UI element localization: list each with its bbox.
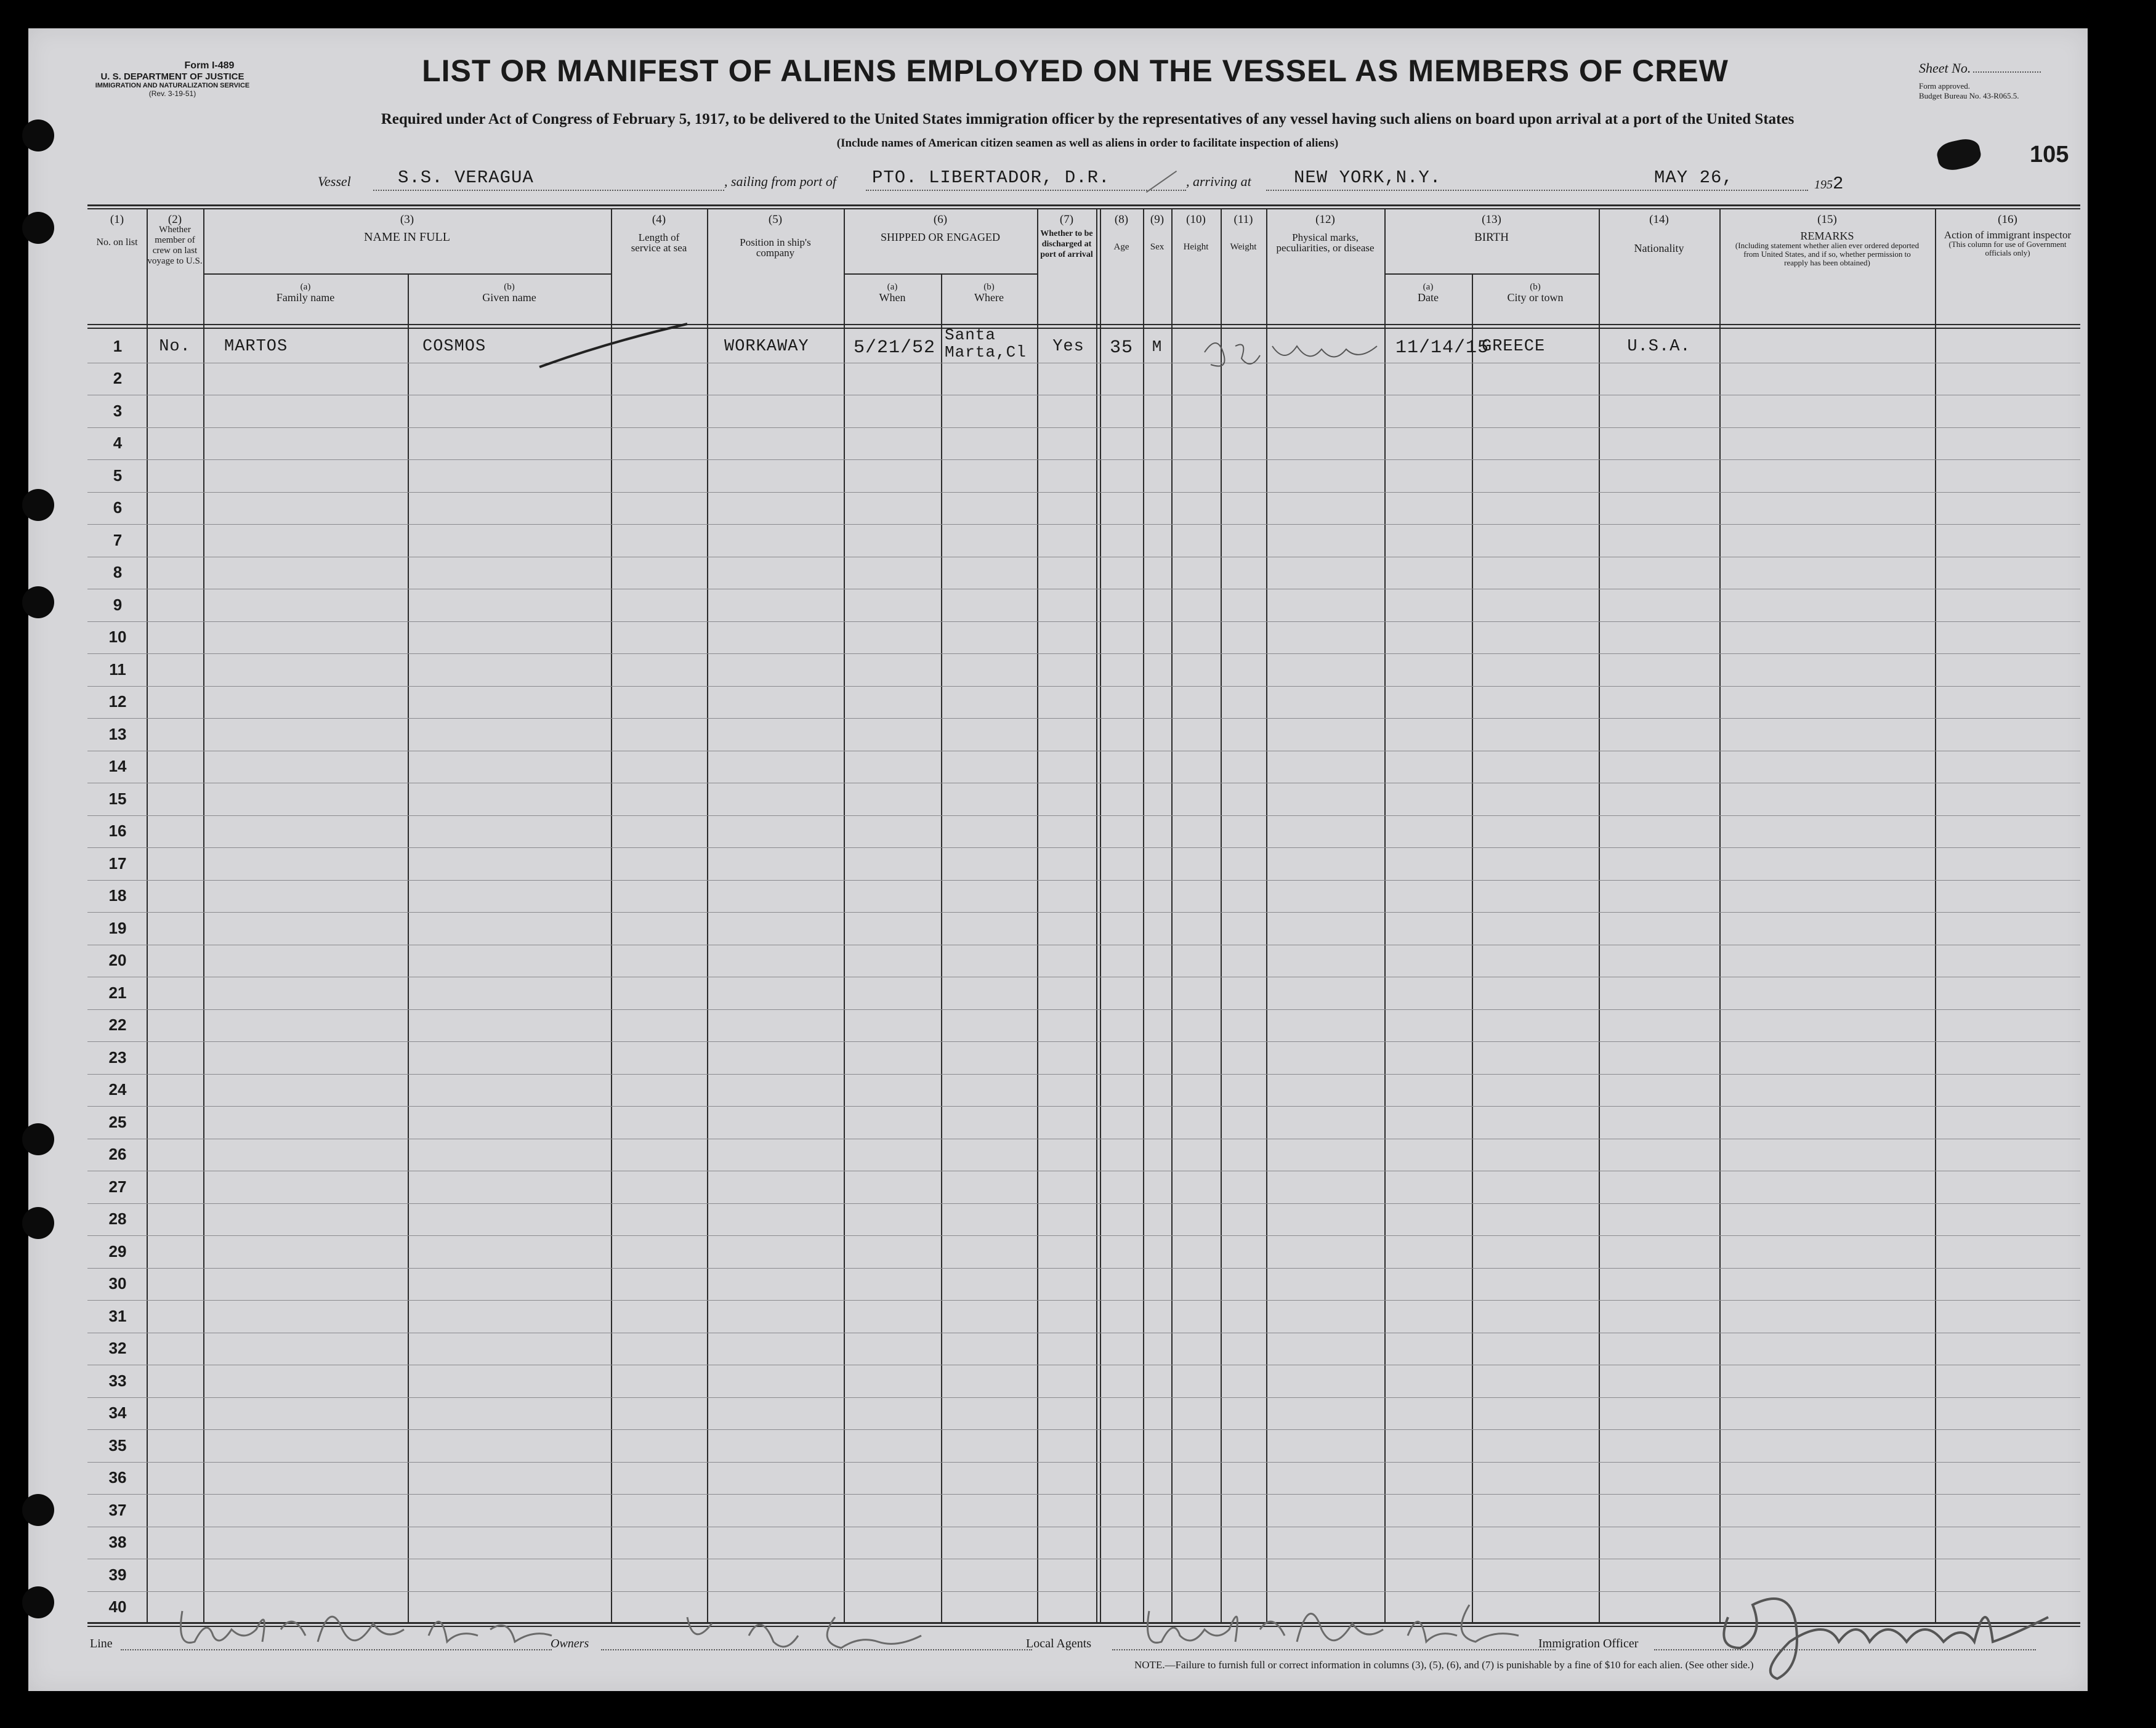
row-number: 32 xyxy=(108,1339,127,1357)
col-11-header: (11) Weight xyxy=(1230,213,1257,252)
row-number: 9 xyxy=(113,595,123,614)
immigration-officer-signature xyxy=(1703,1580,2073,1691)
row-separator xyxy=(87,847,2080,848)
sailing-from: PTO. LIBERTADOR, D.R. xyxy=(872,168,1110,188)
row-1-when: 5/21/52 xyxy=(854,337,936,358)
col-16-header: (16) Action of immigrant inspector (This column for use of Government officials only) xyxy=(1944,213,2072,257)
vessel-name: S.S. VERAGUA xyxy=(398,168,534,188)
row-separator xyxy=(87,1268,2080,1269)
row-number: 18 xyxy=(108,886,127,905)
row-1-age: 35 xyxy=(1109,337,1133,358)
row-number: 14 xyxy=(108,757,127,775)
row-number: 3 xyxy=(113,401,123,420)
row-1-sex: M xyxy=(1152,337,1163,356)
row-number: 34 xyxy=(108,1403,127,1422)
row-number: 11 xyxy=(109,660,126,679)
row-number: 37 xyxy=(108,1500,127,1519)
punch-hole xyxy=(22,212,54,244)
row-1-position: WORKAWAY xyxy=(724,337,809,356)
row-number: 21 xyxy=(108,983,127,1002)
row-number: 26 xyxy=(108,1145,127,1163)
row-number: 12 xyxy=(108,692,127,711)
row-1-family-name: MARTOS xyxy=(224,337,288,356)
row-number: 17 xyxy=(108,854,127,873)
year: 1952 xyxy=(1814,174,1844,194)
form-subtitle: Required under Act of Congress of February 5, 1917, to be delivered to the United States immigration officer by the representatives of any vessel having such aliens on board upon arrival at a port of the United States xyxy=(381,111,1795,127)
row-separator xyxy=(87,1041,2080,1042)
punch-hole xyxy=(22,1494,54,1526)
local-agents-label: Local Agents xyxy=(1026,1637,1092,1650)
include-note: (Include names of American citizen seamen as well as aliens in order to facilitate inspection of aliens) xyxy=(836,137,1339,150)
agents-signature xyxy=(1137,1586,1556,1660)
row-separator xyxy=(87,492,2080,493)
row-1-where: Santa Marta,Cl xyxy=(945,326,1027,361)
row-number: 4 xyxy=(113,434,123,452)
page-number: 105 xyxy=(2030,142,2069,168)
ink-blot xyxy=(1935,136,1983,173)
col-12-header: (12) Physical marks, peculiarities, or disease xyxy=(1276,213,1375,254)
row-separator xyxy=(87,1397,2080,1398)
punch-hole xyxy=(22,1586,54,1618)
sheet-label: Sheet No. xyxy=(1919,60,1971,76)
manifest-sheet xyxy=(28,28,2088,1691)
vessel-label: Vessel xyxy=(318,174,351,189)
row-number: 27 xyxy=(108,1177,127,1196)
row-number: 36 xyxy=(108,1468,127,1487)
form-number: Form I-489 xyxy=(184,60,235,71)
row-separator xyxy=(87,880,2080,881)
row-1-nationality: U.S.A. xyxy=(1627,337,1691,356)
row-number: 20 xyxy=(108,951,127,969)
row-separator xyxy=(87,1300,2080,1301)
punch-hole xyxy=(22,119,54,151)
row-1-discharge: Yes xyxy=(1052,337,1084,356)
col-14-header: (14) Nationality xyxy=(1634,213,1684,254)
arriving-label: , arriving at xyxy=(1186,174,1251,189)
row-number: 33 xyxy=(108,1371,127,1390)
row-number: 31 xyxy=(108,1306,127,1325)
col-15-header: (15) REMARKS (Including statement whether alien ever ordered deported from United States, and if so, whether permission to reapply has been obtained) xyxy=(1735,213,1920,267)
row-number: 16 xyxy=(108,822,127,840)
row-separator xyxy=(87,621,2080,622)
row-separator xyxy=(87,1462,2080,1463)
row-1-last-voyage: No. xyxy=(159,337,191,356)
row-separator xyxy=(87,653,2080,654)
row-separator xyxy=(87,524,2080,525)
row-separator xyxy=(87,1009,2080,1010)
row-number: 13 xyxy=(108,724,127,743)
col-8-header: (8) Age xyxy=(1113,213,1129,252)
row-number: 29 xyxy=(108,1241,127,1261)
row-number: 22 xyxy=(108,1015,127,1034)
row-separator xyxy=(87,1235,2080,1236)
row-number: 5 xyxy=(113,466,123,485)
row-1-birth-city: GREECE xyxy=(1482,337,1546,356)
owners-signature xyxy=(675,1599,934,1660)
col-13a-header: (a) Date xyxy=(1418,282,1439,304)
row-separator xyxy=(87,427,2080,428)
row-number: 10 xyxy=(108,628,127,646)
col-7-header: (7) Whether to be discharged at port of arrival xyxy=(1040,213,1093,259)
col-4-header: (4) Length of service at sea xyxy=(631,213,687,254)
row-separator xyxy=(87,718,2080,719)
form-title: LIST OR MANIFEST OF ALIENS EMPLOYED ON THE VESSEL AS MEMBERS OF CREW xyxy=(422,54,1729,88)
line-signature xyxy=(170,1593,564,1660)
row-number: 24 xyxy=(108,1080,127,1099)
row-number: 19 xyxy=(108,918,127,937)
penalty-note: NOTE.—Failure to furnish full or correct information in columns (3), (5), (6), and (7) is punishable by a fine of $10 for each alien. (See other side.) xyxy=(1134,1659,1754,1671)
col-3b-header: (b) Given name xyxy=(482,282,536,304)
arrival-date: MAY 26, xyxy=(1654,168,1734,188)
row-number: 40 xyxy=(108,1597,127,1616)
col-1-header: (1) No. on list xyxy=(96,213,138,248)
col-5-header: (5) Position in ship's company xyxy=(740,213,811,259)
row-number: 25 xyxy=(108,1112,127,1131)
row-number: 2 xyxy=(113,369,123,387)
row-1-birth-date: 11/14/15 xyxy=(1395,337,1490,358)
row-separator xyxy=(87,815,2080,816)
row-number: 6 xyxy=(113,498,123,517)
pen-stroke xyxy=(533,318,693,373)
row-separator xyxy=(87,1429,2080,1430)
punch-hole xyxy=(22,1123,54,1155)
revision: (Rev. 3-19-51) xyxy=(148,89,196,98)
col-2-header: (2) Whether member of crew on last voyage to U.S. xyxy=(147,213,203,266)
row-number: 7 xyxy=(113,530,123,549)
row-number: 15 xyxy=(108,789,127,808)
row-separator xyxy=(87,686,2080,687)
col-6-header: (6) SHIPPED OR ENGAGED xyxy=(880,213,1000,243)
row-number: 1 xyxy=(113,336,123,355)
row-number: 30 xyxy=(108,1274,127,1293)
inspector-initials-scribble xyxy=(1192,328,1389,383)
sailing-label: , sailing from port of xyxy=(724,174,836,189)
owners-label: Owners xyxy=(551,1637,589,1650)
budget-bureau: Budget Bureau No. 43-R065.5. xyxy=(1919,91,2019,100)
row-number: 23 xyxy=(108,1048,127,1067)
col-3a-header: (a) Family name xyxy=(276,282,335,304)
row-number: 35 xyxy=(108,1435,127,1455)
row-number: 28 xyxy=(108,1209,127,1228)
arriving-at: NEW YORK,N.Y. xyxy=(1294,168,1442,188)
sheet-number-block xyxy=(1919,60,2073,101)
form-id-block xyxy=(80,60,265,98)
col-13b-header: (b) City or town xyxy=(1507,282,1564,304)
row-separator xyxy=(87,912,2080,913)
punch-hole xyxy=(22,586,54,618)
form-approved: Form approved. xyxy=(1919,81,1971,91)
service: IMMIGRATION AND NATURALIZATION SERVICE xyxy=(95,82,250,89)
row-number: 39 xyxy=(108,1565,127,1584)
punch-hole xyxy=(22,489,54,521)
row-number: 8 xyxy=(113,563,123,581)
row-separator xyxy=(87,1203,2080,1204)
row-1-given-name: COSMOS xyxy=(422,337,487,356)
row-separator xyxy=(87,459,2080,460)
col-3-header: (3) NAME IN FULL xyxy=(364,213,450,244)
row-separator xyxy=(87,1494,2080,1495)
line-label: Line xyxy=(90,1637,113,1650)
col-13-header: (13) BIRTH xyxy=(1474,213,1509,244)
row-separator xyxy=(87,1106,2080,1107)
row-number: 38 xyxy=(108,1533,127,1551)
punch-hole xyxy=(22,1207,54,1239)
department: U. S. DEPARTMENT OF JUSTICE xyxy=(100,71,244,82)
col-10-header: (10) Height xyxy=(1183,213,1209,252)
col-9-header: (9) Sex xyxy=(1150,213,1165,252)
col-6b-header: (b) Where xyxy=(974,282,1004,304)
row-separator xyxy=(87,1074,2080,1075)
col-6a-header: (a) When xyxy=(879,282,906,304)
immigration-officer-label: Immigration Officer xyxy=(1538,1637,1639,1650)
